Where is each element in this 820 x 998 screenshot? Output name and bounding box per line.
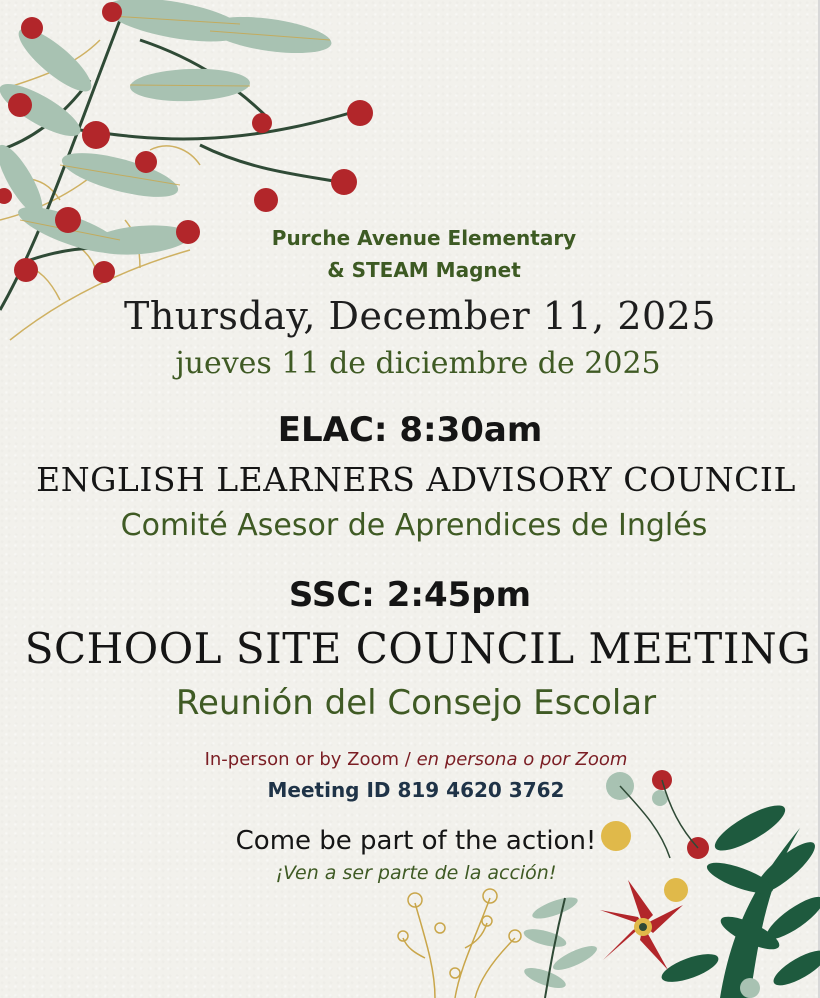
ssc-time: SSC: 2:45pm (288, 575, 532, 615)
zoom-meeting-id: Meeting ID 819 4620 3762 (267, 778, 565, 802)
ssc-title-english: SCHOOL SITE COUNCIL MEETING (24, 624, 812, 673)
ssc-title-spanish: Reunión del Consejo Escolar (175, 683, 657, 723)
attendance-info (6, 749, 820, 770)
meeting-date-english: Thursday, December 11, 2025 (123, 294, 717, 338)
attendance-english: In-person or by Zoom / (204, 749, 417, 770)
school-subtitle: & STEAM Magnet (327, 258, 521, 282)
closing-english: Come be part of the action! (235, 826, 597, 856)
meeting-date-spanish: jueves 11 de diciembre de 2025 (175, 346, 661, 381)
elac-title-english: ENGLISH LEARNERS ADVISORY COUNCIL (36, 460, 796, 499)
elac-time: ELAC: 8:30am (277, 410, 543, 450)
attendance-spanish: en persona o por Zoom (416, 749, 628, 770)
school-name: Purche Avenue Elementary (271, 226, 577, 250)
elac-title-spanish: Comité Asesor de Aprendices de Inglés (120, 508, 708, 543)
closing-spanish: ¡Ven a ser parte de la acción! (275, 862, 557, 884)
